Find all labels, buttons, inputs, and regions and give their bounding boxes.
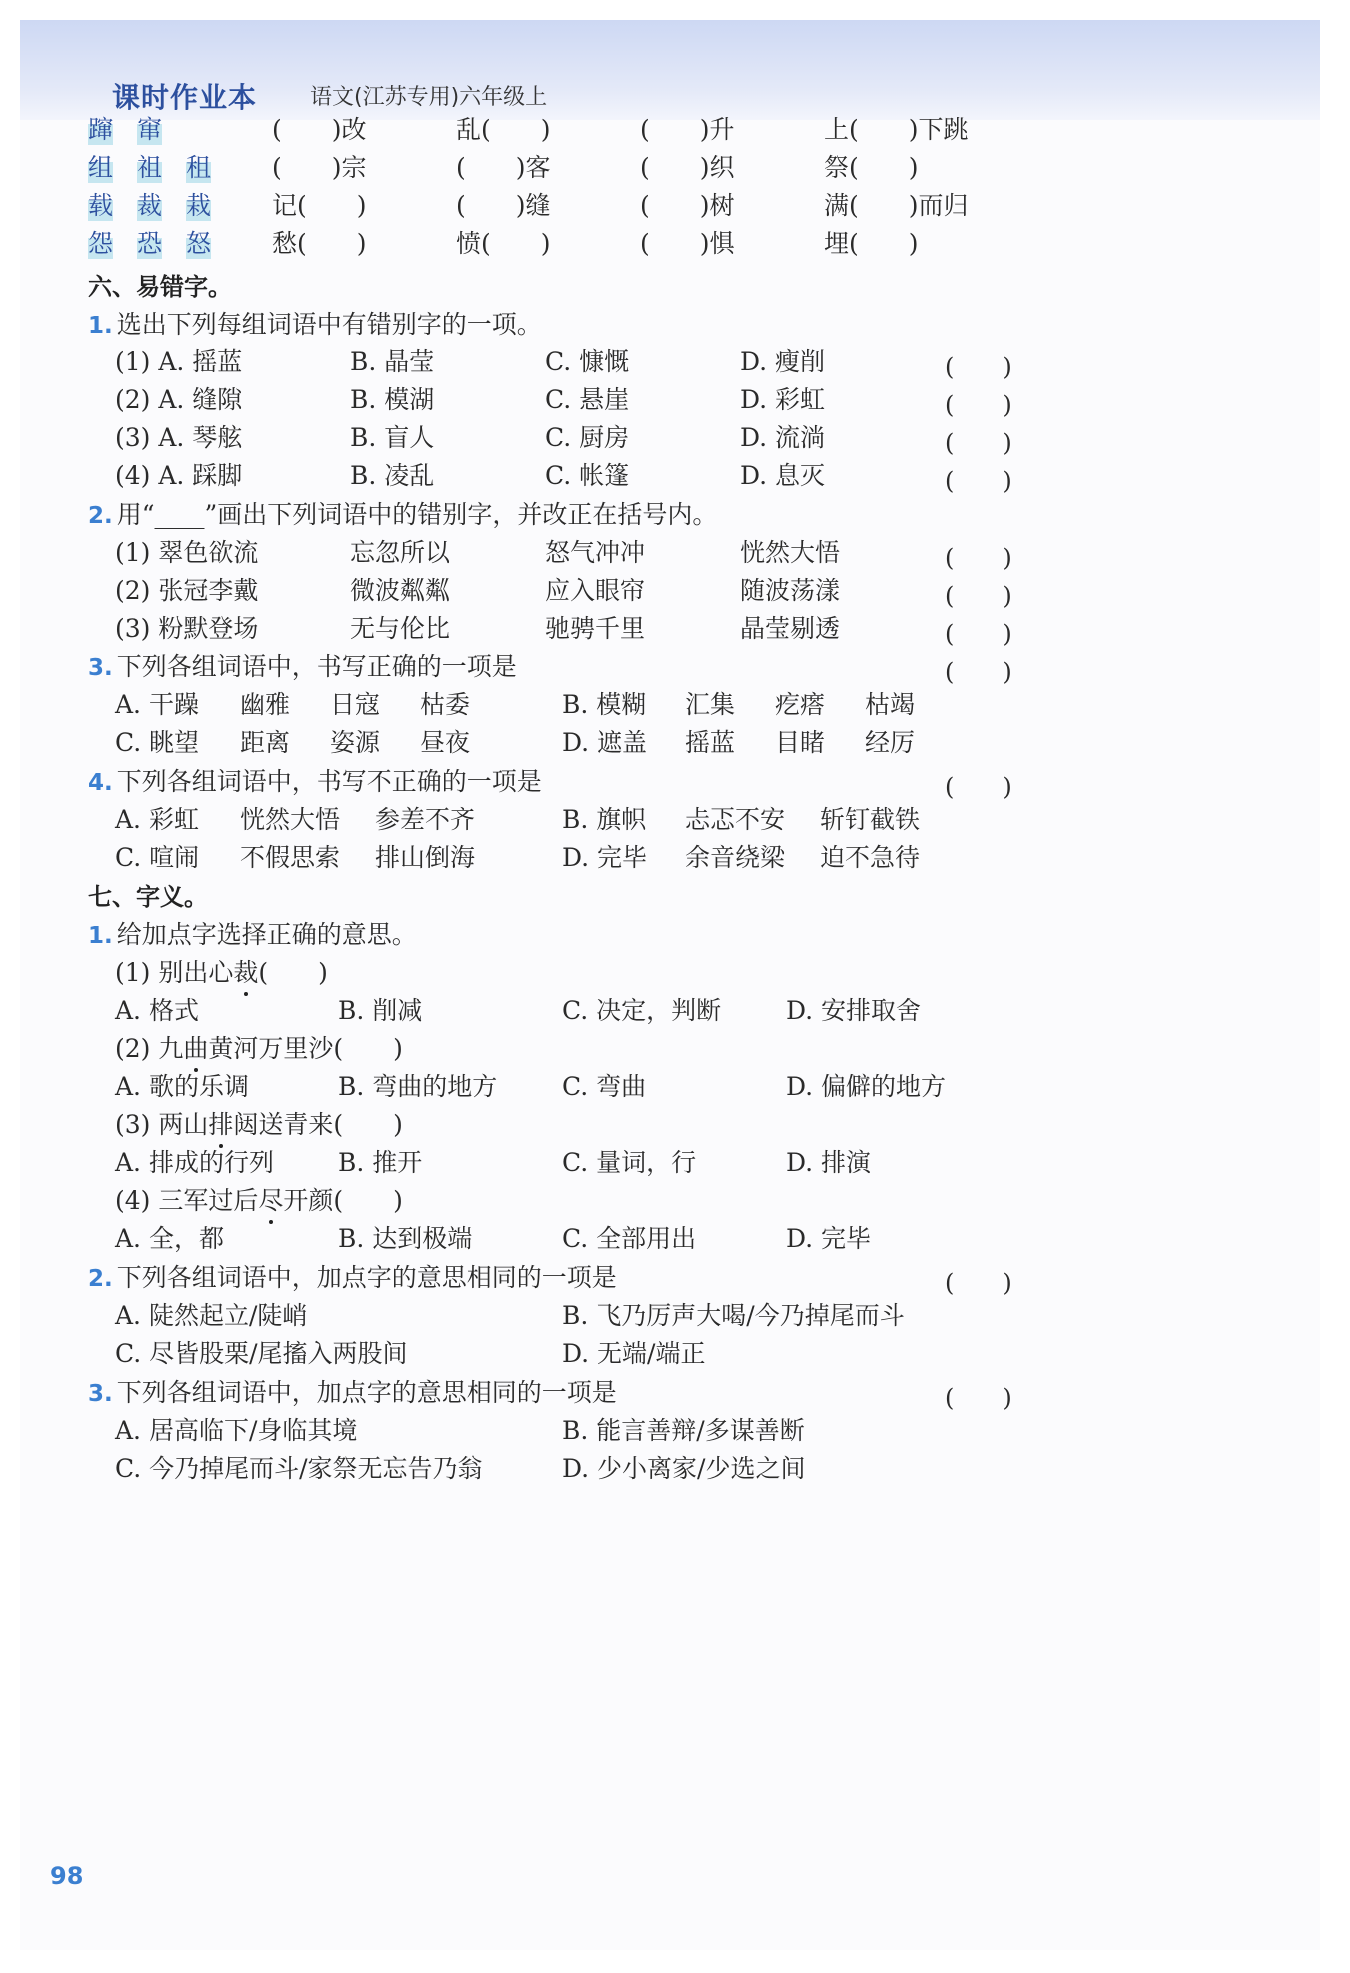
word-b: 微波粼粼	[350, 576, 451, 605]
subquestion-text[interactable]: ( )	[258, 958, 328, 987]
subject-title: 语文(江苏专用)六年级上	[310, 85, 548, 110]
brand-title: 课时作业本	[112, 81, 258, 114]
fill-blank-item[interactable]: 上( )下跳	[824, 115, 969, 144]
meaning-option: B. 推开	[338, 1148, 423, 1177]
q6-3-stem	[88, 652, 517, 683]
q7-1-stem	[88, 920, 417, 951]
meaning-option: D. 安排取舍	[786, 996, 922, 1025]
word-item: 距离	[240, 728, 291, 757]
word-a: (3) 粉默登场	[115, 614, 259, 643]
page-number: 98	[50, 1862, 84, 1890]
char-group-row	[88, 153, 235, 183]
answer-bracket[interactable]: ( )	[945, 391, 1012, 419]
q7-1-text: 给加点字选择正确的意思。	[116, 920, 417, 949]
q7-3-number: 3.	[88, 1381, 113, 1407]
word-b: 无与伦比	[350, 614, 451, 643]
q7-3-option-d: D. 少小离家/少选之间	[562, 1454, 806, 1483]
char-group-char: 载	[88, 191, 114, 220]
word-d: 恍然大悟	[740, 538, 841, 567]
char-group-char: 祖	[137, 153, 163, 182]
option-c: C. 厨房	[545, 423, 630, 452]
q7-3-text: 下列各组词语中，加点字的意思相同的一项是	[116, 1378, 617, 1407]
word-item: 昼夜	[420, 728, 471, 757]
option-b: B. 晶莹	[350, 347, 435, 376]
fill-blank-item[interactable]: 祭( )	[824, 153, 919, 182]
option-n: (2) A. 缝隙	[115, 385, 243, 414]
word-item: D. 完毕	[562, 843, 648, 872]
subquestion	[115, 1034, 403, 1064]
char-group-char: 栽	[186, 191, 212, 220]
subquestion-text[interactable]: 开颜( )	[283, 1186, 403, 1215]
word-c: 驰骋千里	[545, 614, 646, 643]
word-c: 怒气冲冲	[545, 538, 646, 567]
meaning-option: D. 偏僻的地方	[786, 1072, 947, 1101]
option-b: B. 盲人	[350, 423, 435, 452]
char-group-char: 怒	[186, 229, 212, 258]
meaning-option: B. 达到极端	[338, 1224, 473, 1253]
option-d: D. 彩虹	[740, 385, 826, 414]
word-item: 忐忑不安	[685, 805, 786, 834]
fill-blank-item[interactable]: ( )缝	[456, 191, 551, 220]
option-n: (1) A. 摇蓝	[115, 347, 243, 376]
subquestion-text: (4) 三军过后	[115, 1186, 259, 1215]
word-b: 忘忽所以	[350, 538, 451, 567]
subquestion-text[interactable]: 闼送青来( )	[233, 1110, 403, 1139]
word-item: 目睹	[775, 728, 826, 757]
fill-blank-item[interactable]: ( )树	[640, 191, 735, 220]
word-item: D. 遮盖	[562, 728, 648, 757]
char-group-row	[88, 191, 235, 221]
word-item: 摇蓝	[685, 728, 736, 757]
subquestion-text: (3) 两山	[115, 1110, 209, 1139]
fill-blank-item[interactable]: ( )升	[640, 115, 735, 144]
word-item: 不假思索	[240, 843, 341, 872]
q6-3-number: 3.	[88, 655, 113, 681]
meaning-option: C. 决定，判断	[562, 996, 722, 1025]
q6-4-text: 下列各组词语中，书写不正确的一项是	[116, 767, 542, 796]
meaning-option: A. 格式	[115, 996, 199, 1025]
word-item: 排山倒海	[375, 843, 476, 872]
word-item: 参差不齐	[375, 805, 476, 834]
meaning-option: D. 完毕	[786, 1224, 872, 1253]
option-d: D. 息灭	[740, 461, 826, 490]
meaning-option: C. 全部用出	[562, 1224, 697, 1253]
word-item: 恍然大悟	[240, 805, 341, 834]
subquestion	[115, 1186, 403, 1216]
word-a: (1) 翠色欲流	[115, 538, 259, 567]
fill-blank-item[interactable]: 愁( )	[272, 229, 367, 258]
q7-3-option-a: A. 居高临下/身临其境	[115, 1416, 358, 1445]
dotted-char: 排	[208, 1110, 234, 1139]
q7-2-option-b: B. 飞乃厉声大喝/今乃掉尾而斗	[562, 1301, 905, 1330]
option-c: C. 慷慨	[545, 347, 630, 376]
meaning-option: A. 全，都	[115, 1224, 224, 1253]
word-item: A. 彩虹	[115, 805, 199, 834]
word-item: A. 干躁	[115, 690, 199, 719]
section-6-title: 六、易错字。	[88, 273, 232, 301]
meaning-option: B. 削减	[338, 996, 423, 1025]
q6-2-text: 用“____”画出下列词语中的错别字，并改正在括号内。	[116, 500, 718, 529]
q7-2-number: 2.	[88, 1266, 113, 1292]
q6-1-number: 1.	[88, 313, 113, 339]
fill-blank-item[interactable]: ( )宗	[272, 153, 367, 182]
char-group-char: 蹿	[88, 115, 114, 144]
word-item: 余音绕梁	[685, 843, 786, 872]
subquestion	[115, 1110, 403, 1140]
word-a: (2) 张冠李戴	[115, 576, 259, 605]
q7-3-option-c: C. 今乃掉尾而斗/家祭无忘告乃翁	[115, 1454, 483, 1483]
word-item: 幽雅	[240, 690, 291, 719]
q7-2-option-d: D. 无端/端正	[562, 1339, 706, 1368]
meaning-option: B. 弯曲的地方	[338, 1072, 498, 1101]
meaning-option: C. 弯曲	[562, 1072, 647, 1101]
q6-2-stem	[88, 500, 717, 531]
q6-4-answer-bracket[interactable]: ( )	[945, 773, 1012, 801]
word-item: 疙瘩	[775, 690, 826, 719]
meaning-option: A. 排成的行列	[115, 1148, 274, 1177]
q6-1-text: 选出下列每组词语中有错别字的一项。	[116, 310, 542, 339]
fill-blank-item[interactable]: ( )惧	[640, 229, 735, 258]
fill-blank-item[interactable]: 记( )	[272, 191, 367, 220]
option-d: D. 瘦削	[740, 347, 826, 376]
q7-1-number: 1.	[88, 923, 113, 949]
answer-bracket[interactable]: ( )	[945, 544, 1012, 572]
q6-4-stem	[88, 767, 542, 798]
q7-3-stem	[88, 1378, 617, 1409]
fill-blank-item[interactable]: 愤( )	[456, 229, 551, 258]
fill-blank-item[interactable]: ( )织	[640, 153, 735, 182]
answer-bracket[interactable]: ( )	[945, 353, 1012, 381]
q6-4-number: 4.	[88, 770, 113, 796]
word-c: 应入眼帘	[545, 576, 646, 605]
dotted-char: 曲	[183, 1034, 209, 1063]
option-b: B. 模湖	[350, 385, 435, 414]
fill-blank-item[interactable]: 满( )而归	[824, 191, 969, 220]
fill-blank-item[interactable]: 乱( )	[456, 115, 551, 144]
word-item: 迫不急待	[820, 843, 921, 872]
option-b: B. 凌乱	[350, 461, 435, 490]
fill-blank-item[interactable]: ( )客	[456, 153, 551, 182]
q6-1-stem	[88, 310, 542, 341]
q7-2-option-a: A. 陡然起立/陡峭	[115, 1301, 308, 1330]
char-group-char: 恐	[137, 229, 163, 258]
q6-3-answer-bracket[interactable]: ( )	[945, 658, 1012, 686]
dotted-char: 尽	[258, 1186, 284, 1215]
word-item: C. 喧闹	[115, 843, 200, 872]
answer-bracket[interactable]: ( )	[945, 620, 1012, 648]
word-item: 斩钉截铁	[820, 805, 921, 834]
q7-2-stem	[88, 1263, 617, 1294]
meaning-option: C. 量词，行	[562, 1148, 697, 1177]
char-group-row	[88, 229, 235, 259]
char-group-char: 裁	[137, 191, 163, 220]
q6-3-text: 下列各组词语中，书写正确的一项是	[116, 652, 517, 681]
q7-3-answer-bracket[interactable]: ( )	[945, 1384, 1012, 1412]
subquestion-text: (1) 别出心	[115, 958, 234, 987]
section-7-title: 七、字义。	[88, 883, 208, 911]
option-c: C. 悬崖	[545, 385, 630, 414]
word-item: B. 旗帜	[562, 805, 647, 834]
char-group-char: 怨	[88, 229, 114, 258]
char-group-char: 组	[88, 153, 114, 182]
word-item: 枯委	[420, 690, 471, 719]
word-item: 姿源	[330, 728, 381, 757]
char-group-row	[88, 115, 186, 145]
word-d: 随波荡漾	[740, 576, 841, 605]
option-n: (3) A. 琴舷	[115, 423, 243, 452]
char-group-char: 租	[186, 153, 212, 182]
answer-bracket[interactable]: ( )	[945, 429, 1012, 457]
meaning-option: D. 排演	[786, 1148, 872, 1177]
q7-2-option-c: C. 尽皆股栗/尾搐入两股间	[115, 1339, 408, 1368]
option-n: (4) A. 踩脚	[115, 461, 243, 490]
word-item: 经厉	[865, 728, 916, 757]
word-item: 汇集	[685, 690, 736, 719]
word-item: C. 眺望	[115, 728, 200, 757]
q6-2-number: 2.	[88, 503, 113, 529]
fill-blank-item[interactable]: ( )改	[272, 115, 367, 144]
word-d: 晶莹剔透	[740, 614, 841, 643]
meaning-option: A. 歌的乐调	[115, 1072, 249, 1101]
page-header	[20, 20, 1320, 120]
option-d: D. 流淌	[740, 423, 826, 452]
q7-2-answer-bracket[interactable]: ( )	[945, 1269, 1012, 1297]
q7-3-option-b: B. 能言善辩/多谋善断	[562, 1416, 805, 1445]
subquestion-text[interactable]: 黄河万里沙( )	[208, 1034, 403, 1063]
q7-2-text: 下列各组词语中，加点字的意思相同的一项是	[116, 1263, 617, 1292]
char-group-char: 窜	[137, 115, 163, 144]
word-item: B. 模糊	[562, 690, 647, 719]
answer-bracket[interactable]: ( )	[945, 467, 1012, 495]
subquestion-text: (2) 九	[115, 1034, 184, 1063]
word-item: 枯竭	[865, 690, 916, 719]
answer-bracket[interactable]: ( )	[945, 582, 1012, 610]
option-c: C. 帐篷	[545, 461, 630, 490]
dotted-char: 裁	[233, 958, 259, 987]
subquestion	[115, 958, 328, 988]
word-item: 日寇	[330, 690, 381, 719]
fill-blank-item[interactable]: 埋( )	[824, 229, 919, 258]
